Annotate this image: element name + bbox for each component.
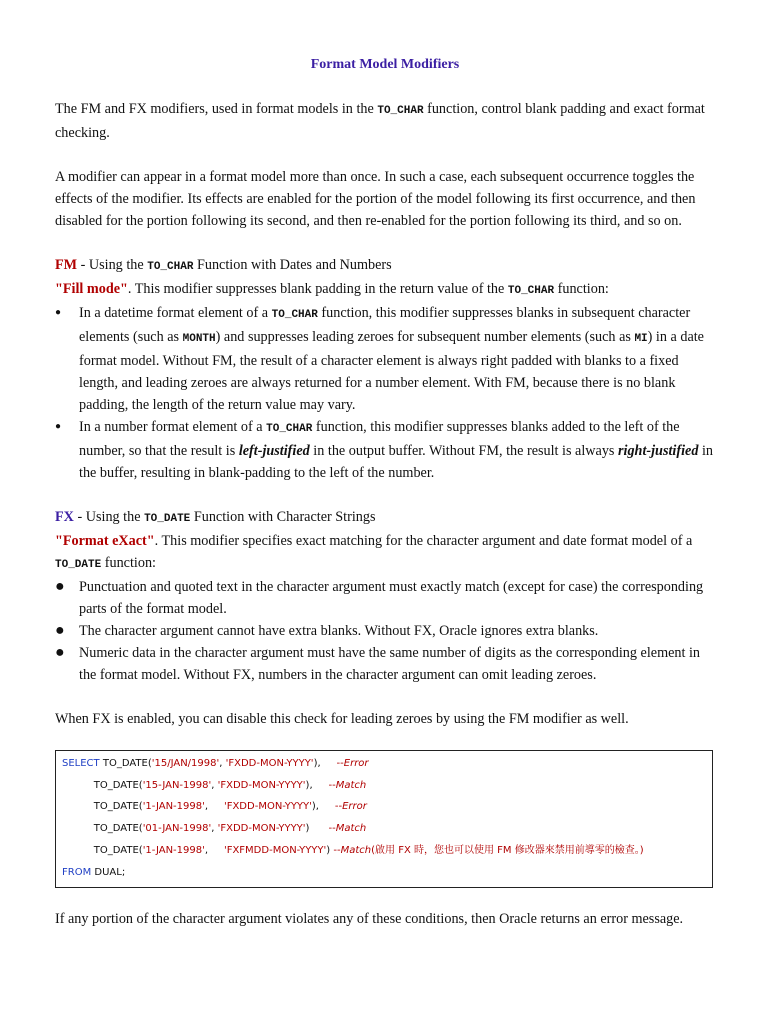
code-comment: -- xyxy=(333,844,341,856)
code-comment: -- xyxy=(328,779,336,791)
list-text: ) in a date format model. Without FM, the result of a character element is always right padded with blanks to a fixed length, and leading zeroes are always returned for a number element. With FM, because there is no blank padding, the length of the return value may vary. xyxy=(79,329,704,413)
code-string: '15/JAN/1998' xyxy=(151,758,220,769)
code-to-char: TO_CHAR xyxy=(507,285,555,297)
sql-code-block xyxy=(55,750,713,888)
fx-heading-text: Function with Character Strings xyxy=(190,509,376,525)
code-comment: Error xyxy=(343,758,369,769)
fm-desc-text: . This modifier suppresses blank padding in the return value of the xyxy=(127,281,508,297)
fx-label: FX xyxy=(55,509,74,525)
emphasis-left-justified: left-justified xyxy=(238,443,310,459)
fx-section xyxy=(55,506,715,686)
code-string: 'FXDD-MON-YYYY' xyxy=(217,823,306,835)
list-item xyxy=(55,576,715,620)
fm-heading xyxy=(55,254,715,278)
fm-description xyxy=(55,278,715,302)
fx-description xyxy=(55,530,715,576)
code-to-char: TO_CHAR xyxy=(271,309,318,321)
list-text: In a number format element of a xyxy=(79,419,267,435)
fm-label: FM xyxy=(55,257,78,273)
format-exact-term: "Format eXact" xyxy=(55,533,155,549)
list-text: Punctuation and quoted text in the character argument must exactly match (except for case) the corresponding parts of the format model. xyxy=(79,579,704,617)
code-line xyxy=(62,796,712,818)
code-text: TO_DATE( xyxy=(62,823,143,835)
code-text: , xyxy=(204,844,224,856)
code-to-date: TO_DATE xyxy=(55,559,102,571)
code-line xyxy=(62,818,712,840)
code-to-char: TO_CHAR xyxy=(147,261,194,273)
code-text: DUAL; xyxy=(91,866,126,878)
list-text: The character argument cannot have extra blanks. Without FX, Oracle ignores extra blanks. xyxy=(79,623,599,639)
code-text: TO_DATE( xyxy=(62,779,143,791)
sql-keyword: SELECT xyxy=(62,758,100,769)
code-text: ), xyxy=(305,779,329,791)
intro-text: function, control blank padding and exact format checking. xyxy=(55,101,705,141)
code-comment: -- xyxy=(334,801,343,813)
list-text: in the output buffer. Without FM, the result is always xyxy=(309,443,618,459)
code-string: 'FXDD-MON-YYYY' xyxy=(223,801,312,813)
intro-paragraph-1 xyxy=(55,98,715,144)
fx-desc-text: . This modifier specifies exact matching for the character argument and date format model of a xyxy=(154,533,693,549)
code-comment: Match xyxy=(340,844,372,856)
fx-desc-text: function: xyxy=(101,555,156,571)
code-text: ) xyxy=(305,823,329,835)
code-comment: -- xyxy=(328,823,336,835)
intro-paragraph-2: A modifier can appear in a format model more than once. In such a case, each subsequent occurrence toggles the effects of the modifier. Its effects are enabled for the portion of the model following its first occurrence, and then disabled for the portion following its second, and then re-enabled for the portion following its third, and so on. xyxy=(55,169,696,229)
code-to-char: TO_CHAR xyxy=(266,423,313,435)
list-text: function, this modifier suppresses blanks added to the left of the number, so that the result is xyxy=(79,419,680,459)
fm-heading-text: - Using the xyxy=(80,257,148,273)
bullet-icon: ● xyxy=(55,622,65,639)
code-comment: Match xyxy=(335,823,367,835)
code-string: '1-JAN-1998' xyxy=(142,801,205,813)
code-text: TO_DATE( xyxy=(62,801,143,813)
code-text: , xyxy=(211,779,218,791)
code-line xyxy=(62,753,712,775)
fx-bullet-list xyxy=(55,576,715,686)
code-mi: MI xyxy=(634,333,648,345)
code-text: TO_DATE( xyxy=(62,844,143,856)
list-item xyxy=(55,416,715,484)
document-page xyxy=(55,50,715,930)
fx-heading-text: - Using the xyxy=(73,509,145,525)
code-month: MONTH xyxy=(182,333,216,345)
fm-desc-text: function: xyxy=(554,281,609,297)
list-text: In a datetime format element of a xyxy=(79,305,272,321)
code-string: '1-JAN-1998' xyxy=(142,844,205,856)
list-text: Numeric data in the character argument must have the same number of digits as the corresponding element in the format model. Without FX, numbers in the character argument can omit leading zeroes. xyxy=(79,645,701,683)
bullet-icon: ● xyxy=(55,644,65,661)
code-line xyxy=(62,862,712,884)
code-comment: Error xyxy=(342,801,367,813)
code-text: TO_DATE( xyxy=(99,758,152,769)
code-text: , xyxy=(204,801,224,813)
emphasis-right-justified: right-justified xyxy=(618,443,699,459)
code-line xyxy=(62,840,712,862)
sql-keyword: FROM xyxy=(62,866,92,878)
code-to-date: TO_DATE xyxy=(144,513,191,525)
code-comment: -- xyxy=(336,758,344,769)
fm-heading-text: Function with Dates and Numbers xyxy=(193,257,392,273)
fx-note: When FX is enabled, you can disable this check for leading zeroes by using the FM modifier as well. xyxy=(55,711,629,727)
bullet-icon: ● xyxy=(55,307,62,318)
fx-heading xyxy=(55,506,715,530)
code-string: 'FXDD-MON-YYYY' xyxy=(217,779,306,791)
list-item xyxy=(55,620,715,642)
code-text: ) xyxy=(326,844,334,856)
fm-section xyxy=(55,254,715,484)
list-text: function, this modifier suppresses blanks in subsequent character elements (such as xyxy=(79,305,691,345)
page-title: Format Model Modifiers xyxy=(310,57,460,72)
code-string: '01-JAN-1998' xyxy=(142,823,212,835)
list-text: ) and suppresses leading zeroes for subsequent number elements (such as xyxy=(215,329,635,345)
code-string: '15-JAN-1998' xyxy=(142,779,212,791)
closing-paragraph: If any portion of the character argument violates any of these conditions, then Oracle returns an error message. xyxy=(55,911,684,928)
fill-mode-term: "Fill mode" xyxy=(55,281,128,297)
list-text: in the buffer, resulting in blank-padding to the left of the number. xyxy=(79,443,714,481)
intro-text: The FM and FX modifiers, used in format models in the xyxy=(55,101,378,117)
code-text: ), xyxy=(313,758,337,769)
code-line xyxy=(62,775,712,797)
bullet-icon: ● xyxy=(55,578,65,595)
code-string: 'FXDD-MON-YYYY' xyxy=(225,758,314,769)
code-text: , xyxy=(211,823,218,835)
list-item xyxy=(55,302,715,416)
code-text: ), xyxy=(311,801,335,813)
code-string: 'FXFMDD-MON-YYYY' xyxy=(223,844,327,856)
code-comment-note: (啟用 FX 時，您也可以使用 FM 修改器來禁用前導零的檢查。) xyxy=(371,844,644,856)
code-comment: Match xyxy=(335,779,367,791)
fm-bullet-list xyxy=(55,302,715,484)
code-text: , xyxy=(219,758,226,769)
list-item xyxy=(55,642,715,686)
code-to-char: TO_CHAR xyxy=(377,105,424,117)
bullet-icon: ● xyxy=(55,421,62,432)
